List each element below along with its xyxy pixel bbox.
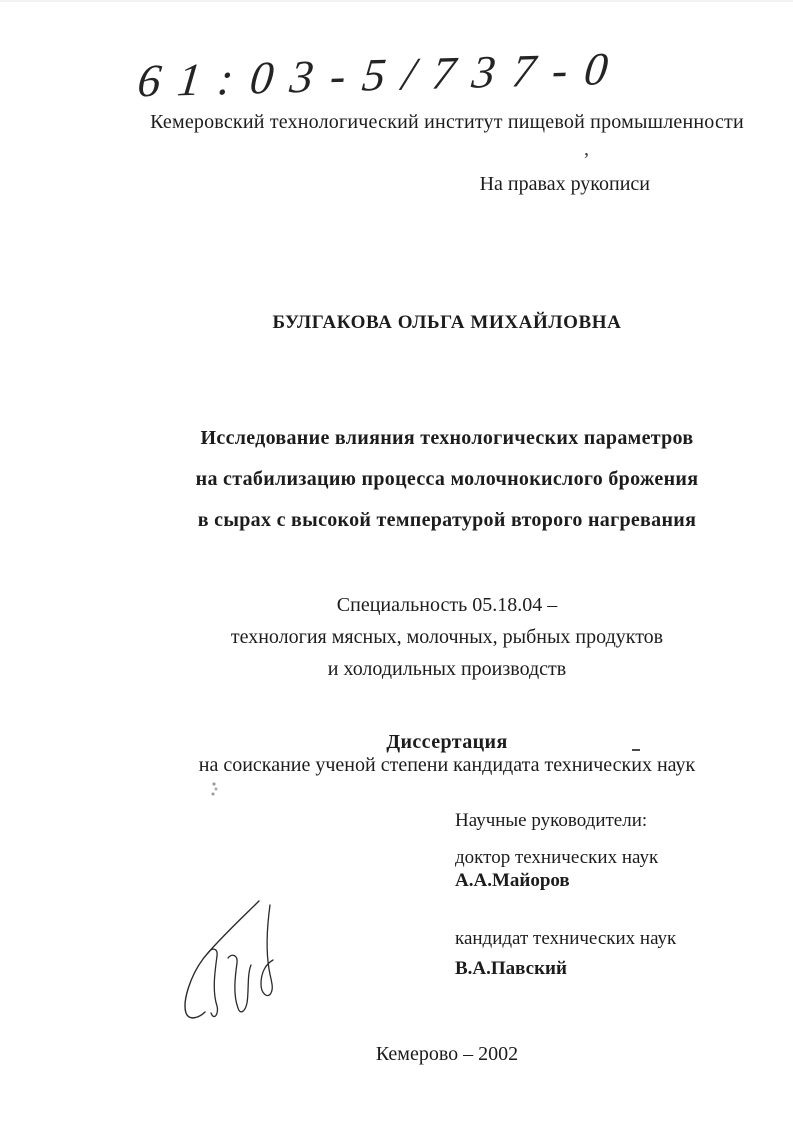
title-line-3: в сырах с высокой температурой второго нагревания — [197, 509, 697, 531]
supervisors-block — [455, 810, 735, 981]
specialty-block — [101, 589, 793, 685]
manuscript-rights-note: На правах рукописи — [479, 173, 650, 195]
supervisor-2-name: В.А.Павский — [455, 958, 567, 979]
scan-edge-shading — [0, 0, 793, 2]
supervisor-1-name: А.А.Майоров — [455, 870, 570, 891]
degree-purpose-line: на соискание ученой степени кандидата технических наук — [198, 754, 696, 776]
scan-artifact-smudge — [211, 781, 219, 797]
specialty-field-line: технология мясных, молочных, рыбных продуктов — [230, 626, 664, 648]
spacer — [455, 893, 735, 927]
scan-artifact-dash — [632, 749, 640, 751]
specialty-field-line-2: и холодильных производств — [327, 658, 567, 680]
title-line-1: Исследование влияния технологических параметров — [200, 427, 694, 449]
specialty-code-line: Специальность 05.18.04 – — [336, 594, 558, 616]
supervisor-1-degree: доктор технических наук — [455, 847, 659, 868]
city-year: Кемерово – 2002 — [375, 1043, 519, 1065]
supervisors-heading: Научные руководители: — [455, 810, 648, 831]
document-type-heading: Диссертация — [386, 731, 508, 753]
title-line-2: на стабилизацию процесса молочнокислого брожения — [195, 468, 699, 490]
dissertation-title — [101, 418, 793, 541]
supervisor-2-degree: кандидат технических наук — [455, 928, 677, 949]
signature — [183, 895, 293, 1030]
author-name: БУЛГАКОВА ОЛЬГА МИХАЙЛОВНА — [272, 312, 622, 333]
scan-artifact-comma: , — [584, 138, 589, 160]
institution-name: Кемеровский технологический институт пищевой промышленности — [150, 111, 744, 133]
spacer — [455, 950, 735, 957]
handwritten-catalog-code: 61:03-5/737-0 — [135, 42, 628, 107]
